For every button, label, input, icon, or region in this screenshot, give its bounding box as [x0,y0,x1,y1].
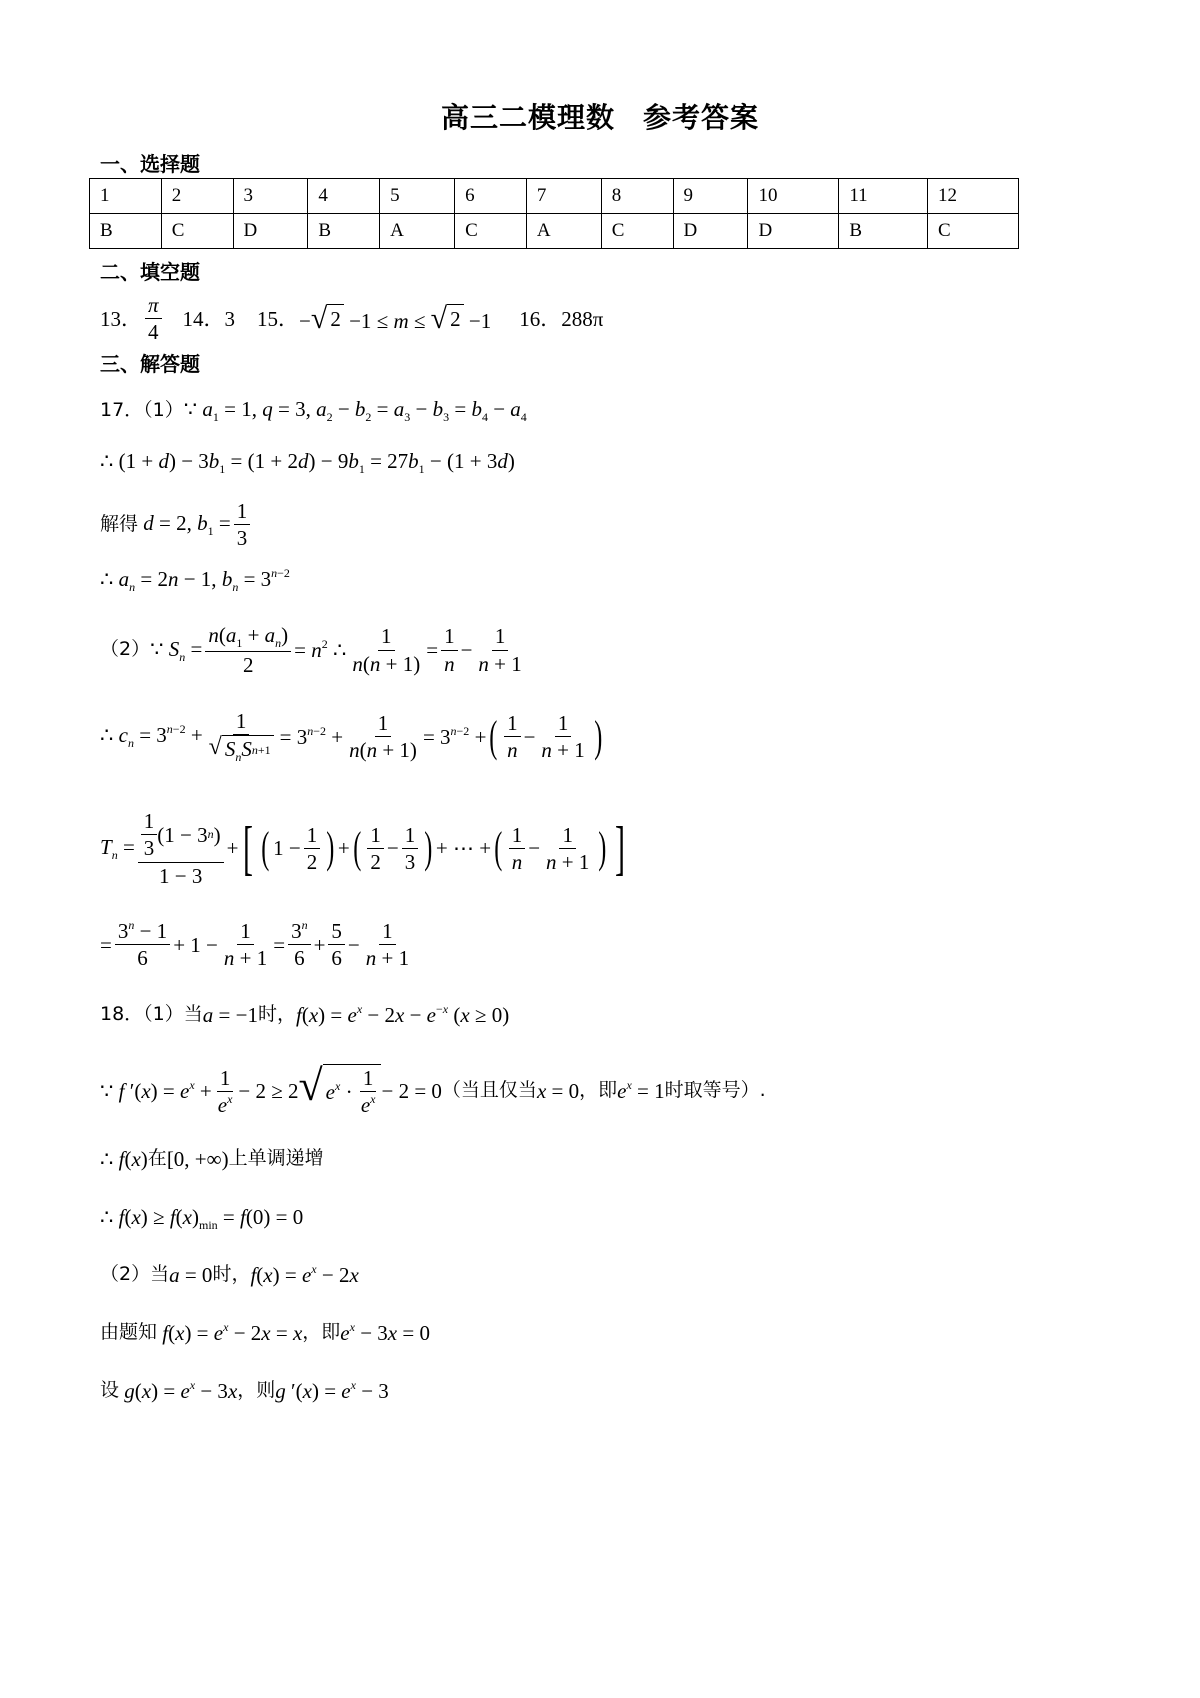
table-cell-number: 6 [455,179,527,214]
table-cell-answer: C [928,214,1019,249]
table-cell-answer: A [380,214,455,249]
q18-line-2: ∵ f $'(x) = e^x$ + $\frac{1}{e^x}$ − 2 ≥ 2 √ $e^x$ · $\frac{1}{e^x}$ − 2 = 0 （当且仅当 x = 0 ，即 $e^x = 1$ 时取等号）. [100,1061,766,1118]
table-cell-answer: D [748,214,839,249]
section-heading-solve: 三、解答题 [100,352,200,376]
q13-answer: $\frac{\pi}{4}$ [145,292,162,346]
q15-answer: − √ 2 −1 ≤ m ≤ √ 2 −1 [299,301,492,335]
table-cell-answer: C [455,214,527,249]
table-cell-answer: C [161,214,233,249]
table-cell-number: 9 [673,179,748,214]
q17-line-4: ∴ $a_n = 2n - 1$, $b_n = 3^{n-2}$ [100,566,290,594]
q17-line-3: 解得 d = 2, $b_1$ = $\frac{1}{3}$ [100,498,253,552]
q16-answer: 16．288π [519,306,604,331]
q18-line-1: 18．（1）当 a = −1 时， $f(x) = e^x - 2x - e^{-x}$ (x ≥ 0) [100,1002,510,1027]
choice-answer-table [89,178,1019,249]
table-row-answers [90,214,1019,249]
q18-line-4: ∴ $f(x) \ge f(x)_{min} = f(0) = 0$ [100,1205,304,1232]
table-cell-answer: D [233,214,308,249]
table-cell-number: 8 [601,179,673,214]
q17-line-5: （2） ∵ $S_n$ = $\frac{n(a_1 + a_n)}{2}$ = $n^2$ ∴ $\frac{1}{n(n + 1)}$ = $\frac{1}{n}$ − $\frac{1}{n + 1}$ [100,623,522,677]
section-heading-choice: 一、选择题 [100,152,200,176]
q18-line-7: 设 $g(x) = e^x - 3x$ ，则 g $'(x) = e^x - 3$ [100,1378,389,1403]
table-cell-answer: B [308,214,380,249]
table-cell-number: 3 [233,179,308,214]
table-row-numbers [90,179,1019,214]
q17-line-2: ∴ $(1 + d) - 3b_1 = (1 + 2d) - 9b_1 = 27b_1 - (1 + 3d)$ [100,449,515,476]
fill-answers: 13． $\frac{\pi}{4}$ 14．3 15． − √ 2 −1 ≤ m ≤ √ 2 −1 16．288π [100,293,604,345]
table-cell-number: 5 [380,179,455,214]
table-cell-answer: D [673,214,748,249]
table-cell-number: 1 [90,179,162,214]
q17-line-7: $T_n$ = $\frac{1}{3}$ (1 − 3 n ) 1 − 3 + [ ( 1 − $\frac{1}{2}$ ) + ( $\frac{1}{2}$ − $\frac{1}{3}$ ) + ⋯ + ( $\frac{1}{n}$ − $\frac{1}{n + 1}$ ) ] [100,809,626,888]
table-cell-number: 2 [161,179,233,214]
table-cell-number: 12 [928,179,1019,214]
table-cell-answer: C [601,214,673,249]
q18-line-5: （2）当 a = 0 时， $f(x) = e^x - 2x$ [100,1262,359,1287]
q18-line-6: 由题知 $f(x) = e^x - 2x = x$ ，即 $e^x - 3x = 0$ [100,1320,430,1345]
table-cell-answer: A [526,214,601,249]
q17-line-8: = $\frac{3^n - 1}{6}$ + 1 − $\frac{1}{n + 1}$ = $\frac{3^n}{6}$ + $\frac{5}{6}$ − $\frac{1}{n + 1}$ [100,918,410,971]
table-cell-number: 10 [748,179,839,214]
q17-line-6: ∴ $c_n = 3^{n-2}$ + 1 √ $S_nS$ n+1 = $3^{n-2}$ + $\frac{1}{n(n + 1)}$ = $3^{n-2}$ + ( $\frac{1}{n}$ − $\frac{1}{n + 1}$ ) [100,709,603,765]
table-cell-number: 11 [839,179,928,214]
table-cell-number: 7 [526,179,601,214]
table-cell-number: 4 [308,179,380,214]
q18-line-3: ∴ f(x) 在 [0, +∞) 上单调递增 [100,1147,324,1171]
q17-line-1: 17．（1） ∵ $a_1 = 1$, q = 3, $a_2 - b_2 = a_3 - b_3 = b_4 - a_4$ [100,397,527,424]
section-heading-fill: 二、填空题 [100,260,200,284]
page-title: 高三二模理数 参考答案 [440,101,760,134]
q14-answer: 14．3 [182,306,236,331]
table-cell-answer: B [90,214,162,249]
table-cell-answer: B [839,214,928,249]
